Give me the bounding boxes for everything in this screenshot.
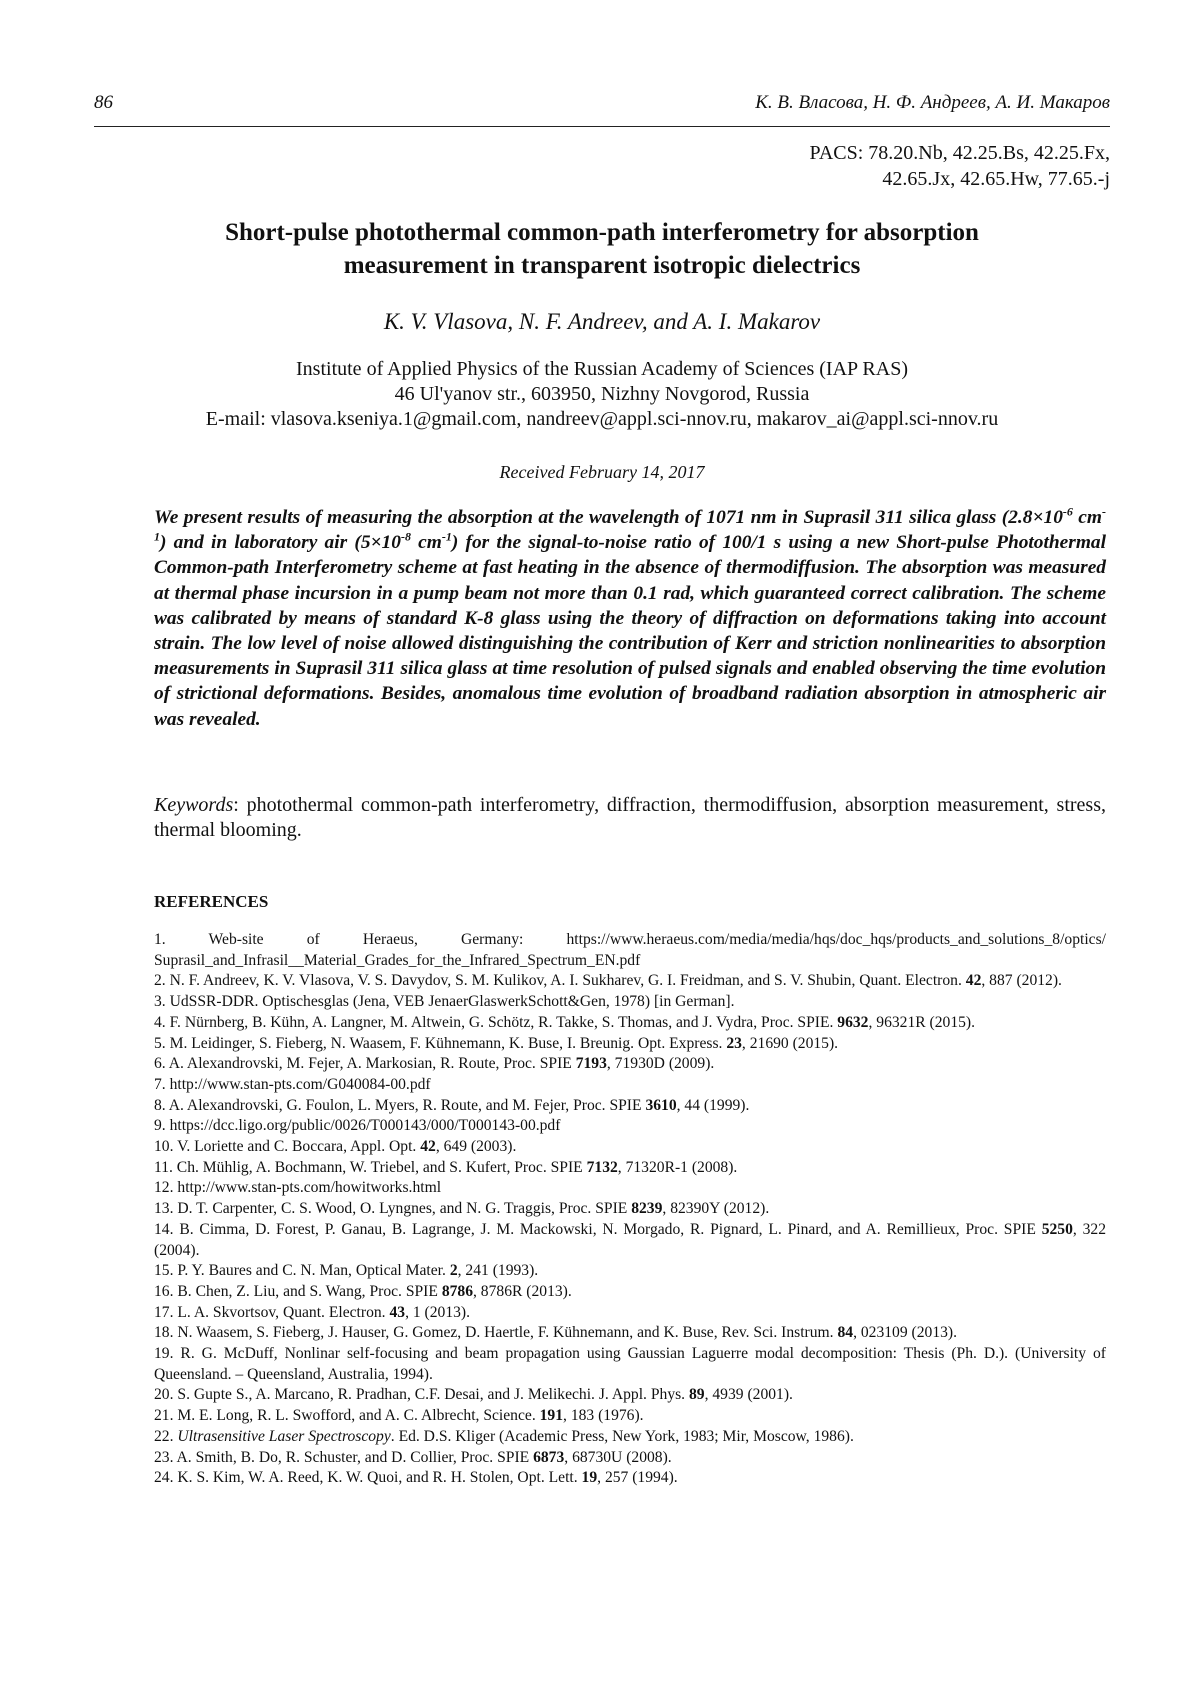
- reference-item: [154, 1199, 1106, 1220]
- reference-volume: 89: [688, 1386, 705, 1404]
- reference-text: 8. A. Alexandrovski, G. Foulon, L. Myers, R. Route, and M. Fejer, Proc. SPIE: [154, 1096, 646, 1114]
- exponent: -6: [1062, 504, 1073, 519]
- reference-item: [154, 1137, 1106, 1158]
- reference-volume: 8239: [631, 1200, 663, 1218]
- reference-text: 18. N. Waasem, S. Fieberg, J. Hauser, G. Gomez, D. Haertle, F. Kühnemann, and K. Buse, Rev. Sci. Instrum.: [154, 1324, 838, 1342]
- reference-text: 9. https://dcc.ligo.org/public/0026/T000143/000/T000143-00.pdf: [154, 1117, 561, 1135]
- pacs-codes: [610, 140, 1110, 192]
- paper-title: [94, 216, 1110, 282]
- reference-text: , 21690 (2015).: [741, 1034, 839, 1052]
- reference-text: , 44 (1999).: [676, 1096, 750, 1114]
- affiliation: [94, 357, 1110, 432]
- reference-text: , 96321R (2015).: [868, 1013, 976, 1031]
- abstract-text: cm: [410, 532, 442, 554]
- reference-text: 17. L. A. Skvortsov, Quant. Electron.: [154, 1303, 390, 1321]
- reference-item: [154, 1013, 1106, 1034]
- reference-item: [154, 1096, 1106, 1117]
- reference-volume: 3610: [645, 1096, 677, 1114]
- reference-text: 12. http://www.stan-pts.com/howitworks.html: [154, 1179, 442, 1197]
- reference-text: 3. UdSSR-DDR. Optischesglas (Jena, VEB JenaerGlaswerkSchott&Gen, 1978) [in German].: [154, 993, 735, 1011]
- reference-volume: 42: [965, 972, 982, 990]
- reference-text: 23. A. Smith, B. Do, R. Schuster, and D. Collier, Proc. SPIE: [154, 1448, 534, 1466]
- reference-text: 2. N. F. Andreev, K. V. Vlasova, V. S. Davydov, S. M. Kulikov, A. I. Sukharev, G. I. Freidman, and S. V. Shubin, Quant. Electron.: [154, 972, 966, 990]
- exponent: -8: [400, 529, 411, 544]
- reference-item: [154, 1406, 1106, 1427]
- reference-text: , 649 (2003).: [435, 1138, 517, 1156]
- affiliation-institute: Institute of Applied Physics of the Russian Academy of Sciences (IAP RAS): [296, 358, 908, 380]
- title-line-1: Short-pulse photothermal common-path interferometry for absorption: [225, 219, 979, 246]
- reference-item: [154, 1427, 1106, 1448]
- reference-text: , 4939 (2001).: [704, 1386, 793, 1404]
- reference-text: 22.: [154, 1427, 178, 1445]
- reference-volume: 5250: [1041, 1220, 1073, 1238]
- reference-title: Ultrasensitive Laser Spectroscopy: [177, 1427, 391, 1445]
- reference-volume: 84: [837, 1324, 854, 1342]
- reference-text: 19. R. G. McDuff, Nonlinar self-focusing and beam propagation using Gaussian Laguerre modal decomposition: Thesis (Ph. D.). (University of Queensland. – Queensland, Australia, 1994).: [154, 1345, 1106, 1383]
- keywords-label: Keywords: [154, 794, 234, 816]
- reference-text: 11. Ch. Mühlig, A. Bochmann, W. Triebel, and S. Kufert, Proc. SPIE: [154, 1158, 587, 1176]
- paper-authors: K. V. Vlasova, N. F. Andreev, and A. I. Makarov: [383, 309, 821, 334]
- affiliation-address: 46 Ul'yanov str., 603950, Nizhny Novgorod, Russia: [394, 383, 810, 405]
- reference-text: . Ed. D.S. Kliger (Academic Press, New York, 1983; Mir, Moscow, 1986).: [390, 1427, 854, 1445]
- page-number: 86: [94, 92, 113, 113]
- reference-text: 6. A. Alexandrovski, M. Fejer, A. Markosian, R. Route, Proc. SPIE: [154, 1055, 576, 1073]
- running-head-authors: К. В. Власова, Н. Ф. Андреев, А. И. Макаров: [755, 92, 1110, 113]
- reference-item: [154, 992, 1106, 1013]
- reference-item: [154, 1178, 1106, 1199]
- reference-item: [154, 930, 1106, 971]
- reference-text: , 183 (1976).: [563, 1407, 644, 1425]
- reference-volume: 9632: [837, 1013, 869, 1031]
- reference-item: [154, 1323, 1106, 1344]
- reference-item: [154, 1282, 1106, 1303]
- reference-text: 7. http://www.stan-pts.com/G040084-00.pdf: [154, 1075, 431, 1093]
- abstract: [154, 505, 1106, 732]
- reference-item: [154, 1385, 1106, 1406]
- reference-volume: 6873: [533, 1448, 565, 1466]
- abstract-text: ) and in laboratory air (5×10: [160, 532, 401, 554]
- reference-text: 20. S. Gupte S., A. Marcano, R. Pradhan, C.F. Desai, and J. Melikechi. J. Appl. Phys.: [154, 1386, 689, 1404]
- reference-item: [154, 971, 1106, 992]
- reference-item: [154, 1034, 1106, 1055]
- reference-volume: 19: [581, 1469, 598, 1487]
- reference-item: [154, 1220, 1106, 1261]
- reference-volume: 42: [420, 1138, 436, 1156]
- running-head: [94, 92, 1110, 122]
- reference-text: 4. F. Nürnberg, B. Kühn, A. Langner, M. Altwein, G. Schötz, R. Takke, S. Thomas, and J. Vydra, Proc. SPIE.: [154, 1013, 838, 1031]
- keywords: [154, 793, 1106, 843]
- reference-volume: 23: [726, 1034, 742, 1052]
- exponent: -1: [154, 504, 1106, 544]
- reference-volume: 7193: [575, 1055, 607, 1073]
- pacs-line-1: PACS: 78.20.Nb, 42.25.Bs, 42.25.Fx,: [809, 142, 1110, 164]
- reference-text: , 322 (2004).: [154, 1220, 1107, 1259]
- abstract-text: ) for the signal-to-noise ratio of 100/1 s using a new Short-pulse Photothermal Common-path Interferometry scheme at fast heating in the absence of thermodiffusion. The absorption was measured at thermal phase incursion in a pump beam not more than 0.1 rad, which guaranteed correct calibration. The scheme was calibrated by means of standard K-8 glass using the theory of diffraction on deformations taking into account strain. The low level of noise allowed distinguishing the contribution of Kerr and striction nonlinearities to absorption measurements in Suprasil 311 silica glass at time resolution of pulsed signals and enabled observing the time evolution of strictional deformations. Besides, anomalous time evolution of broadband radiation absorption in atmospheric air was revealed.: [154, 532, 1106, 730]
- reference-text: 24. K. S. Kim, W. A. Reed, K. W. Quoi, and R. H. Stolen, Opt. Lett.: [154, 1469, 582, 1487]
- reference-volume: 2: [449, 1262, 458, 1280]
- received-date: Received February 14, 2017: [499, 462, 705, 482]
- reference-text: 15. P. Y. Baures and C. N. Man, Optical Mater.: [154, 1262, 450, 1280]
- reference-text: , 887 (2012).: [981, 972, 1062, 990]
- reference-text: , 257 (1994).: [597, 1469, 678, 1487]
- reference-text: 1. Web-site of Heraeus, Germany: https://www.heraeus.com/media/media/hqs/doc_hqs/products_and_solutions_8/optics/ Suprasil_and_Infrasil__Material_Grades_for_the_Infrared_Spectrum_EN.pdf: [154, 931, 1106, 969]
- reference-item: [154, 1344, 1106, 1385]
- reference-text: , 68730U (2008).: [564, 1448, 672, 1466]
- reference-text: , 1 (2013).: [405, 1303, 471, 1321]
- reference-volume: 8786: [441, 1282, 473, 1300]
- reference-item: [154, 1054, 1106, 1075]
- keywords-text: : photothermal common-path interferometry, diffraction, thermodiffusion, absorption measurement, stress, thermal blooming.: [154, 794, 1106, 841]
- reference-volume: 191: [539, 1407, 564, 1425]
- reference-item: [154, 1261, 1106, 1282]
- reference-item: [154, 1468, 1106, 1489]
- reference-text: , 71320R-1 (2008).: [617, 1158, 738, 1176]
- title-line-2: measurement in transparent isotropic dielectrics: [343, 252, 861, 279]
- reference-text: , 71930D (2009).: [606, 1055, 715, 1073]
- reference-text: 5. M. Leidinger, S. Fieberg, N. Waasem, F. Kühnemann, K. Buse, I. Breunig. Opt. Express.: [154, 1034, 727, 1052]
- pacs-line-2: 42.65.Jx, 42.65.Hw, 77.65.-j: [882, 168, 1110, 190]
- reference-text: 13. D. T. Carpenter, C. S. Wood, O. Lyngnes, and N. G. Traggis, Proc. SPIE: [154, 1200, 632, 1218]
- references-list: [154, 930, 1106, 1489]
- abstract-text: We present results of measuring the absorption at the wavelength of 1071 nm in Suprasil 311 silica glass (2.8×10: [154, 507, 1063, 528]
- reference-text: 14. B. Cimma, D. Forest, P. Ganau, B. Lagrange, J. M. Mackowski, N. Morgado, R. Pignard, L. Pinard, and A. Remillieux, Proc. SPIE: [154, 1220, 1042, 1238]
- reference-text: , 023109 (2013).: [853, 1324, 958, 1342]
- reference-text: , 241 (1993).: [457, 1262, 539, 1280]
- reference-text: 16. B. Chen, Z. Liu, and S. Wang, Proc. SPIE: [154, 1282, 442, 1300]
- exponent: -1: [441, 529, 452, 544]
- abstract-text: cm: [1072, 507, 1102, 528]
- affiliation-emails: E-mail: vlasova.kseniya.1@gmail.com, nandreev@appl.sci-nnov.ru, makarov_ai@appl.sci-nnov.ru: [205, 408, 999, 430]
- reference-item: [154, 1158, 1106, 1179]
- reference-text: 10. V. Loriette and C. Boccara, Appl. Opt.: [154, 1138, 421, 1156]
- reference-volume: 43: [389, 1303, 406, 1321]
- reference-item: [154, 1303, 1106, 1324]
- reference-text: , 82390Y (2012).: [662, 1200, 770, 1218]
- reference-item: [154, 1075, 1106, 1096]
- reference-item: [154, 1116, 1106, 1137]
- reference-volume: 7132: [586, 1158, 618, 1176]
- header-rule: [94, 126, 1110, 127]
- reference-item: [154, 1448, 1106, 1469]
- references-heading: REFERENCES: [154, 892, 269, 911]
- reference-text: 21. M. E. Long, R. L. Swofford, and A. C. Albrecht, Science.: [154, 1407, 540, 1425]
- reference-text: , 8786R (2013).: [473, 1282, 572, 1300]
